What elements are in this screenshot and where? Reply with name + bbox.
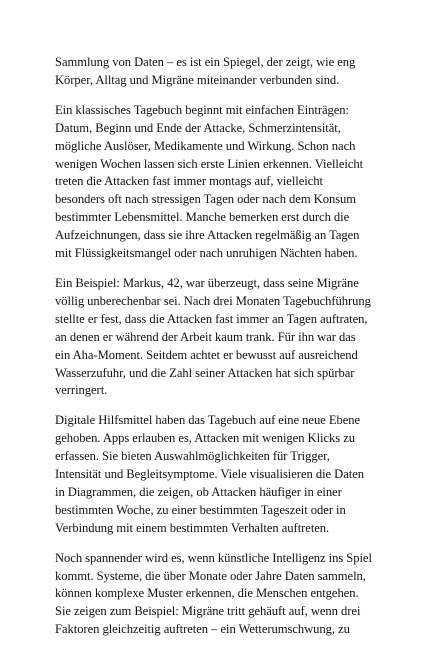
text-line: Intensität und Begleitsymptome. Viele visualisieren die Daten [55,467,364,482]
text-line: gehoben. Apps erlauben es, Attacken mit wenigen Klicks zu [55,431,356,446]
paragraph [55,54,373,90]
text-line: können komplexe Muster erkennen, die Menschen entgehen. [55,586,359,601]
body-text [55,54,373,651]
paragraph [55,275,373,400]
text-line: Digitale Hilfsmittel haben das Tagebuch auf eine neue Ebene [55,413,361,428]
text-line: mit Flüssigkeitsmangel oder nach unruhigen Nächten haben. [55,246,358,261]
text-line: bestimmter Lebensmittel. Manche bemerken erst durch die [55,210,350,225]
text-line: an denen er während der Arbeit kaum trank. Für ihn war das [55,329,356,344]
text-line: Sammlung von Daten – es ist ein Spiegel, der zeigt, wie eng [55,55,356,69]
text-line: Faktoren gleichzeitig auftreten – ein Wetterumschwung, zu [55,622,350,637]
text-line: besonders oft nach stressigen Tagen oder nach dem Konsum [55,192,357,207]
text-line: Ein klassisches Tagebuch beginnt mit einfachen Einträgen: [55,102,350,117]
text-line: Verbindung mit einem bestimmten Verhalten auftreten. [55,520,330,535]
text-line: Sie zeigen zum Beispiel: Migräne tritt gehäuft auf, wenn drei [55,604,361,619]
text-line: Aufzeichnungen, dass sie ihre Attacken regelmäßig an Tagen [55,228,360,243]
text-line: Datum, Beginn und Ende der Attacke, Schmerzintensität, [55,120,341,135]
text-line: Wasserzufuhr, und die Zahl seiner Attacken hat sich spürbar [55,365,355,380]
text-line: treten die Attacken fast immer montags auf, vielleicht [55,174,323,189]
text-line: Körper, Alltag und Migräne miteinander verbunden sind. [55,72,340,87]
paragraph [55,550,373,640]
text-line: völlig unberechenbar sei. Nach drei Monaten Tagebuchführung [55,293,371,308]
text-line: verringert. [55,383,108,398]
text-line: Ein Beispiel: Markus, 42, war überzeugt, dass seine Migräne [55,275,359,290]
text-line: stellte er fest, dass die Attacken fast immer an Tagen auftraten, [55,311,368,326]
text-line: wenigen Wochen lassen sich erste Linien erkennen. Vielleicht [55,156,364,171]
text-line: bestimmten Woche, zu einer bestimmten Tageszeit oder in [55,502,346,517]
paragraph [55,102,373,263]
paragraph [55,412,373,537]
text-line: kommt. Systeme, die über Monate oder Jahre Daten sammeln, [55,568,366,583]
text-line: in Diagrammen, die zeigen, ob Attacken häufiger in einer [55,484,342,499]
text-line: mögliche Auslöser, Medikamente und Wirkung. Schon nach [55,138,356,153]
text-line: Noch spannender wird es, wenn künstliche Intelligenz ins Spiel [55,550,372,565]
text-line: ein Aha-Moment. Seitdem achtet er bewusst auf ausreichend [55,347,358,362]
text-line: erfassen. Sie bieten Auswahlmöglichkeiten für Trigger, [55,449,330,464]
